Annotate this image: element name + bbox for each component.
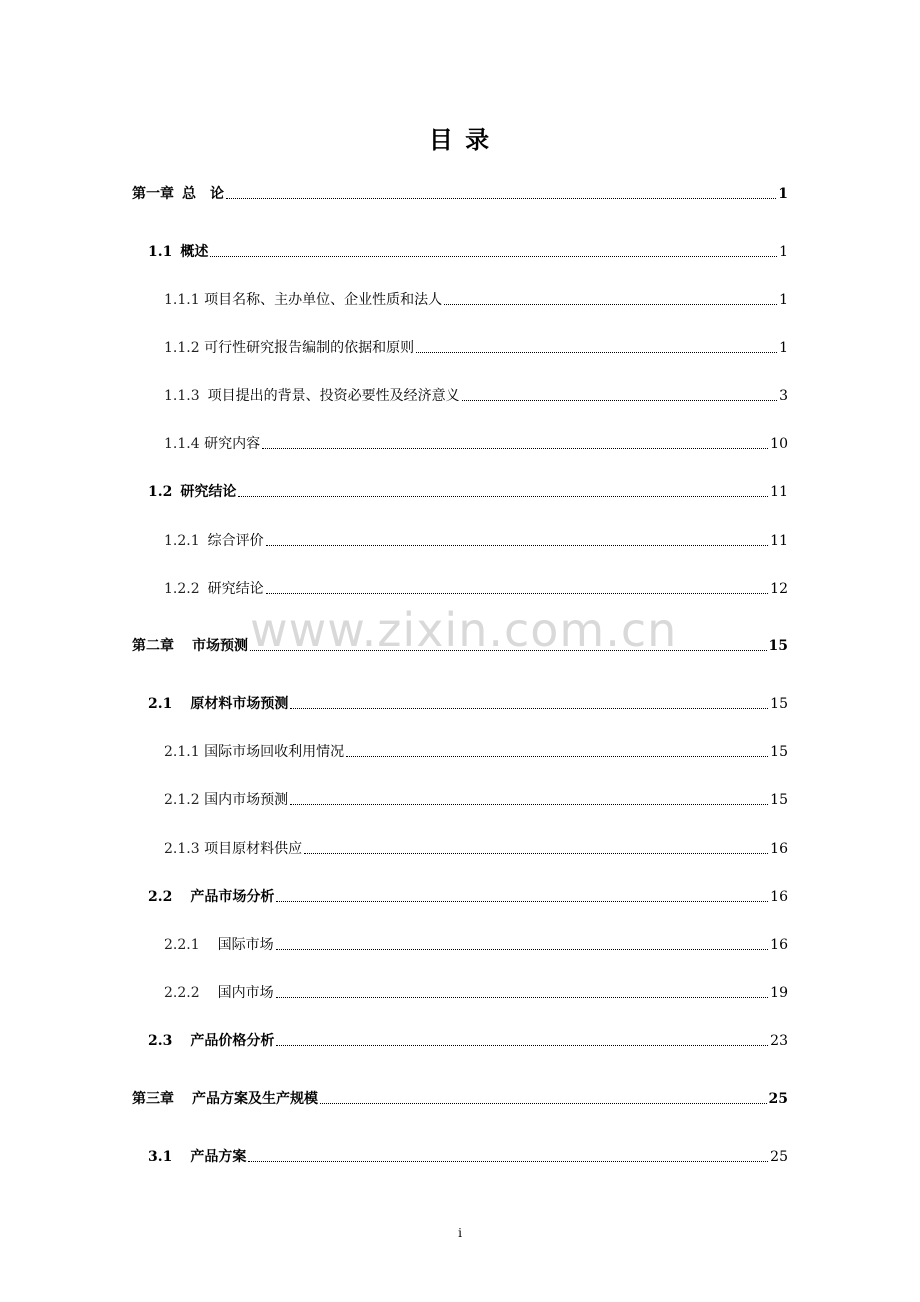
dot-leader xyxy=(290,804,768,805)
toc-entry-2-2-1[interactable] xyxy=(164,934,788,956)
toc-entry-text: 国内市场预测 xyxy=(204,792,289,808)
dot-leader xyxy=(276,997,769,998)
toc-entry-text: 项目名称、主办单位、企业性质和法人 xyxy=(204,292,443,308)
watermark: www.zixin.com.cn xyxy=(250,603,678,657)
toc-entry-number: 1.1 xyxy=(148,244,173,260)
toc-entry-chapter-3[interactable] xyxy=(132,1088,788,1110)
toc-entry-number: 1.1.4 xyxy=(164,436,200,452)
toc-entry-page: 16 xyxy=(770,937,788,953)
toc-entry-page: 1 xyxy=(778,186,788,202)
toc-entry-text: 国际市场回收利用情况 xyxy=(204,744,345,760)
toc-entry-1-1-2[interactable] xyxy=(164,337,788,359)
toc-entry-1-1-1[interactable] xyxy=(164,289,788,311)
dot-leader xyxy=(276,949,769,950)
dot-leader xyxy=(266,545,769,546)
toc-entry-number: 2.1.1 xyxy=(164,744,200,760)
toc-entry-2-1[interactable] xyxy=(148,693,788,715)
toc-entry-page: 15 xyxy=(768,638,788,654)
toc-entry-page: 11 xyxy=(770,484,788,500)
toc-entry-page: 15 xyxy=(770,696,788,712)
toc-entry-1-1-3[interactable] xyxy=(164,385,788,407)
toc-entry-1-2-1[interactable] xyxy=(164,530,788,552)
dot-leader xyxy=(346,756,768,757)
toc-entry-text: 产品市场分析 xyxy=(190,889,275,905)
toc-entry-number: 第一章 xyxy=(132,186,174,202)
toc-entry-text: 概述 xyxy=(180,244,209,260)
toc-entry-page: 16 xyxy=(770,889,788,905)
toc-entry-page: 11 xyxy=(770,533,788,549)
page-number: i xyxy=(458,1226,462,1240)
toc-entry-text: 综合评价 xyxy=(207,533,264,549)
toc-entry-number: 2.2.1 xyxy=(164,937,200,953)
dot-leader xyxy=(416,352,777,353)
toc-entry-page: 25 xyxy=(770,1149,788,1165)
dot-leader xyxy=(276,901,768,902)
toc-entry-1-1-4[interactable] xyxy=(164,433,788,455)
toc-entry-number: 2.3 xyxy=(148,1033,173,1049)
toc-entry-text: 研究结论 xyxy=(180,484,237,500)
toc-entry-number: 3.1 xyxy=(148,1149,173,1165)
toc-entry-3-1[interactable] xyxy=(148,1146,788,1168)
toc-entry-number: 第三章 xyxy=(132,1091,174,1107)
toc-entry-text: 产品价格分析 xyxy=(190,1033,275,1049)
toc-entry-text: 研究内容 xyxy=(204,436,261,452)
toc-entry-page: 3 xyxy=(779,388,788,404)
toc-entry-1-2[interactable] xyxy=(148,481,788,503)
toc-entry-page: 16 xyxy=(770,841,788,857)
toc-entry-2-3[interactable] xyxy=(148,1030,788,1052)
toc-entry-text: 项目提出的背景、投资必要性及经济意义 xyxy=(207,388,460,404)
toc-entry-number: 2.1 xyxy=(148,696,173,712)
page-title-text: 目 录 xyxy=(428,126,492,154)
toc-entry-page: 10 xyxy=(770,436,788,452)
dot-leader xyxy=(304,853,768,854)
toc-entry-page: 15 xyxy=(770,744,788,760)
toc-entry-page: 25 xyxy=(768,1091,788,1107)
toc-entry-page: 1 xyxy=(779,244,788,260)
toc-entry-number: 1.2.1 xyxy=(164,533,200,549)
toc-entry-text: 产品方案 xyxy=(190,1149,247,1165)
toc-entry-2-1-3[interactable] xyxy=(164,838,788,860)
toc-entry-number: 1.1.2 xyxy=(164,340,200,356)
toc-entry-number: 1.1.1 xyxy=(164,292,200,308)
toc-entry-number: 2.2.2 xyxy=(164,985,200,1001)
toc-entry-number: 2.1.2 xyxy=(164,792,200,808)
toc-entry-page: 1 xyxy=(779,340,788,356)
toc-entry-page: 19 xyxy=(770,985,788,1001)
toc-entry-text: 产品方案及生产规模 xyxy=(192,1091,318,1107)
toc-entry-chapter-2[interactable] xyxy=(132,635,788,657)
dot-leader xyxy=(210,256,777,257)
dot-leader xyxy=(320,1103,767,1104)
toc-entry-1-2-2[interactable] xyxy=(164,578,788,600)
dot-leader xyxy=(226,198,776,199)
toc-entry-number: 2.1.3 xyxy=(164,841,200,857)
toc-entry-number: 第二章 xyxy=(132,638,174,654)
toc-entry-text: 国际市场 xyxy=(217,937,274,953)
toc-entry-page: 12 xyxy=(770,581,788,597)
toc-entry-2-1-1[interactable] xyxy=(164,741,788,763)
toc-entry-number: 1.1.3 xyxy=(164,388,200,404)
toc-entry-text: 总 论 xyxy=(182,186,224,202)
dot-leader xyxy=(250,650,767,651)
toc-entry-page: 23 xyxy=(770,1033,788,1049)
dot-leader xyxy=(266,593,769,594)
toc-entry-2-1-2[interactable] xyxy=(164,789,788,811)
toc-entry-page: 1 xyxy=(779,292,788,308)
dot-leader xyxy=(238,496,768,497)
toc-entry-text: 可行性研究报告编制的依据和原则 xyxy=(204,340,415,356)
dot-leader xyxy=(462,400,777,401)
toc-entry-text: 市场预测 xyxy=(192,638,248,654)
toc-entry-2-2-2[interactable] xyxy=(164,982,788,1004)
toc-entry-chapter-1[interactable] xyxy=(132,183,788,205)
toc-entry-text: 国内市场 xyxy=(217,985,274,1001)
toc-entry-number: 1.2 xyxy=(148,484,173,500)
dot-leader xyxy=(248,1161,768,1162)
toc-entry-text: 研究结论 xyxy=(207,581,264,597)
dot-leader xyxy=(276,1045,768,1046)
toc-entry-page: 15 xyxy=(770,792,788,808)
toc-entry-1-1[interactable] xyxy=(148,241,788,263)
toc-entry-number: 1.2.2 xyxy=(164,581,200,597)
dot-leader xyxy=(290,708,768,709)
dot-leader xyxy=(444,304,777,305)
toc-entry-text: 项目原材料供应 xyxy=(204,841,303,857)
toc-entry-2-2[interactable] xyxy=(148,886,788,908)
dot-leader xyxy=(262,448,768,449)
toc-entry-number: 2.2 xyxy=(148,889,173,905)
toc-entry-text: 原材料市场预测 xyxy=(190,696,289,712)
